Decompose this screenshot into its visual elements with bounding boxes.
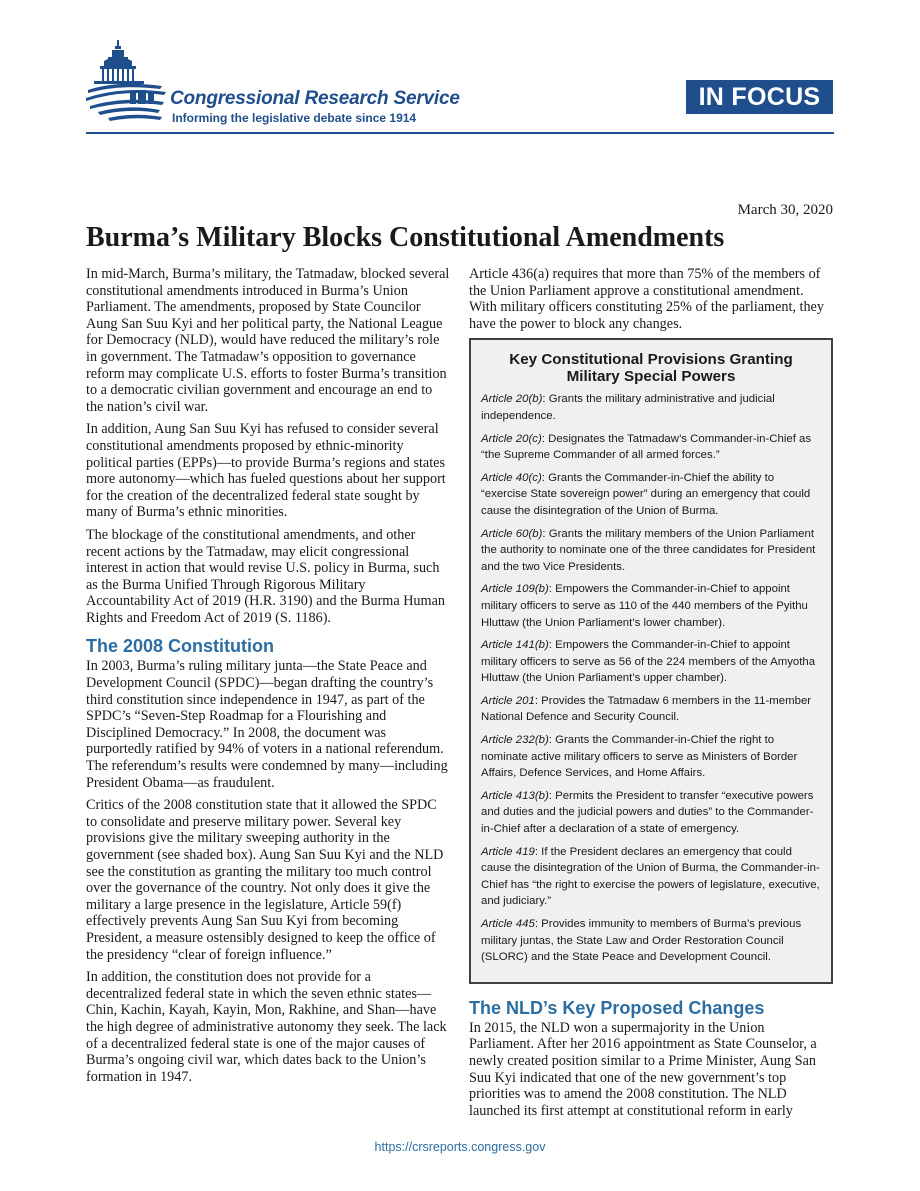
provision-text: Provides the Tatmadaw 6 members in the 11-member National Defence and Security Council. [481, 694, 812, 724]
provision-text: Empowers the Commander-in-Chief to appoint military officers to serve as 56 of the 224 members of the Amyotha Hluttaw (the Union Parliament’s upper chamber). [481, 639, 816, 685]
provision-item: Article 60(b): Grants the military members of the Union Parliament the authority to nominate one of the three candidates for President and the two Vice Presidents. [481, 527, 816, 573]
provision-item: Article 40(c): Grants the Commander-in-Chief the ability to “exercise State sovereign power” during an emergency that could cause the disintegration of the Union of Burma. [481, 471, 811, 517]
provision-item: Article 20(c): Designates the Tatmadaw’s Commander-in-Chief as “the Supreme Commander of all armed forces.” [481, 432, 812, 462]
provision-ref: Article 20(b) [481, 393, 543, 406]
publication-date: March 30, 2020 [737, 202, 833, 218]
provision-ref: Article 413(b) [481, 789, 549, 802]
provision-ref: Article 419 [481, 845, 535, 858]
page-title: Burma’s Military Blocks Constitutional Amendments [86, 222, 725, 253]
section-heading-nld: The NLD’s Key Proposed Changes [469, 997, 765, 1018]
org-tagline: Informing the legislative debate since 1914 [172, 111, 417, 125]
box-title: Key Constitutional Provisions Granting Military Special Powers [509, 351, 793, 386]
provision-item: Article 232(b): Grants the Commander-in-Chief the right to nominate active military officers to serve as Ministers of Border Affairs, Defence Services, and Home Affairs. [481, 734, 798, 780]
provision-ref: Article 445 [481, 918, 535, 930]
in-focus-badge: IN FOCUS [686, 80, 833, 114]
header-rule [86, 132, 834, 134]
provision-item: Article 141(b): Empowers the Commander-in-Chief to appoint military officers to serve as 56 of the 224 members of the Amyotha Hluttaw (the Union Parliament’s upper chamber). [481, 639, 816, 685]
paragraph-federal: In addition, the constitution does not provide for a decentralized federal state in which the seven ethnic states—Chin, Kachin, Kayah, Kayin, Mon, Rakhine, and Shan—have the high degree of administrative autonomy they seek. The lack of a decentralized federal state is one of the major causes of Burma’s ongoing civil war, which dates back to the Union’s formation in 1947. [86, 969, 447, 1085]
paragraph-history: In 2003, Burma’s ruling military junta—the State Peace and Development Council (SPDC)—began drafting the country’s third constitution since independence in 1947, as part of the SPDC’s “Seven-Step Roadmap for a Flourishing and Disciplined Democracy.” In 2008, the document was purportedly ratified by 94% of voters in a national referendum. The referendum’s results were condemned by many—including President Obama—as fraudulent. [86, 658, 448, 791]
provision-text: Empowers the Commander-in-Chief to appoint military officers to serve as 110 of the 440 members of the Pyithu Hluttaw (the Union Parliament’s lower chamber). [481, 583, 808, 629]
provision-item: Article 109(b): Empowers the Commander-in-Chief to appoint military officers to serve as 110 of the 440 members of the Pyithu Hluttaw (the Union Parliament’s lower chamber). [481, 583, 808, 629]
provision-text: Grants the military members of the Union Parliament the authority to nominate one of the three candidates for President and the two Vice Presidents. [481, 527, 816, 573]
org-name: Congressional Research Service [170, 88, 460, 109]
provision-item: Article 419: If the President declares an emergency that could cause the disintegration of the Union of Burma, the Commander-in-Chief has “the right to exercise the powers of legislature, executive, and judiciary.” [481, 845, 820, 908]
provision-text: Grants the Commander-in-Chief the ability to “exercise State sovereign power” during an emergency that could cause the disintegration of the Union of Burma. [481, 471, 811, 517]
paragraph-article-436: Article 436(a) requires that more than 75% of the members of the Union Parliament approve a constitutional amendment. With military officers constituting 25% of the parliament, they have the power to block any changes. [469, 266, 824, 332]
provision-text: Permits the President to transfer “executive powers and duties and the judicial powers and duties” to the Commander-in-Chief after a declaration of a state of emergency. [481, 789, 814, 836]
paragraph-congress: The blockage of the constitutional amendments, and other recent actions by the Tatmadaw, may elicit congressional interest in action that would revise U.S. policy in Burma, such as the Burma Unified Through Rigorous Military Accountability Act of 2019 (H.R. 3190) and the Burma Human Rights and Freedom Act of 2019 (S. 1186). [86, 526, 445, 626]
provisions-box [469, 338, 833, 983]
provision-item: Article 201: Provides the Tatmadaw 6 members in the 11-member National Defence and Security Council. [481, 694, 812, 724]
left-column [86, 266, 450, 1091]
provision-text: Provides immunity to members of Burma’s previous military juntas, the State Law and Order Restoration Council (SLORC) and the State Peace and Development Council. [481, 918, 802, 964]
provision-text: If the President declares an emergency that could cause the disintegration of the Union of Burma, the Commander-in-Chief has “the right to exercise the powers of legislature, executive, and judiciary.” [481, 845, 820, 908]
paragraph-critics: Critics of the 2008 constitution state that it allowed the SPDC to consolidate and preserve military power. Several key provisions give the military sweeping authority in the government (see shaded box). Aung San Suu Kyi and the NLD see the constitution as granting the military too much control over the governance of the country. Not only does it give the military a large presence in the legislature, Article 59(f) effectively prevents Aung San Suu Kyi from becoming President, a measure ostensibly designed to keep the office of the presidency “clear of foreign influence.” [86, 797, 444, 963]
paragraph-nld: In 2015, the NLD won a supermajority in the Union Parliament. After her 2016 appointment as State Counselor, a newly created position similar to a Prime Minister, Aung San Suu Kyi indicated that one of the new government’s top priorities was to amend the 2008 constitution. The NLD launched its first attempt at constitutional reform in early [469, 1019, 817, 1119]
provision-ref: Article 20(c) [481, 432, 542, 445]
provision-ref: Article 109(b) [481, 583, 549, 596]
provision-ref: Article 40(c) [481, 471, 542, 484]
paragraph-epps: In addition, Aung San Suu Kyi has refused to consider several constitutional amendments proposed by ethnic-minority political parties (EPPs)—to provide Burma’s regions and states more autonomy—which has fueled questions about her support for the creation of the decentralized federal state sought by many of Burma’s ethnic minorities. [86, 421, 446, 521]
provision-text: Grants the Commander-in-Chief the right to nominate active military officers to serve as Ministers of Border Affairs, Defence Services, and Home Affairs. [481, 734, 798, 780]
intro-paragraph: In mid-March, Burma’s military, the Tatmadaw, blocked several constitutional amendments introduced in Burma’s Union Parliament. The amendments, proposed by State Councilor Aung San Suu Kyi and her political party, the National League for Democracy (NLD), would have reduced the military’s role in government. The Tatmadaw’s opposition to governance reform may complicate U.S. efforts to foster Burma’s transition to a democratic civilian government and encourage an end to the nation’s civil war. [86, 266, 450, 415]
provision-ref: Article 201 [481, 694, 535, 707]
provision-text: Grants the military administrative and judicial independence. [481, 393, 775, 422]
right-column [469, 266, 833, 1125]
footer-url[interactable]: https://crsreports.congress.gov [374, 1140, 546, 1154]
section-heading-2008: The 2008 Constitution [86, 636, 275, 657]
provision-ref: Article 141(b) [481, 639, 549, 652]
provision-item: Article 20(b): Grants the military administrative and judicial independence. [481, 393, 775, 422]
provision-ref: Article 232(b) [481, 734, 549, 747]
provision-item: Article 413(b): Permits the President to transfer “executive powers and duties and the judicial powers and duties” to the Commander-in-Chief after a declaration of a state of emergency. [481, 789, 814, 836]
provision-text: Designates the Tatmadaw’s Commander-in-Chief as “the Supreme Commander of all armed forces.” [481, 432, 812, 462]
provision-item: Article 445: Provides immunity to members of Burma’s previous military juntas, the State Law and Order Restoration Council (SLORC) and the State Peace and Development Council. [481, 918, 802, 964]
provision-ref: Article 60(b) [481, 527, 543, 540]
